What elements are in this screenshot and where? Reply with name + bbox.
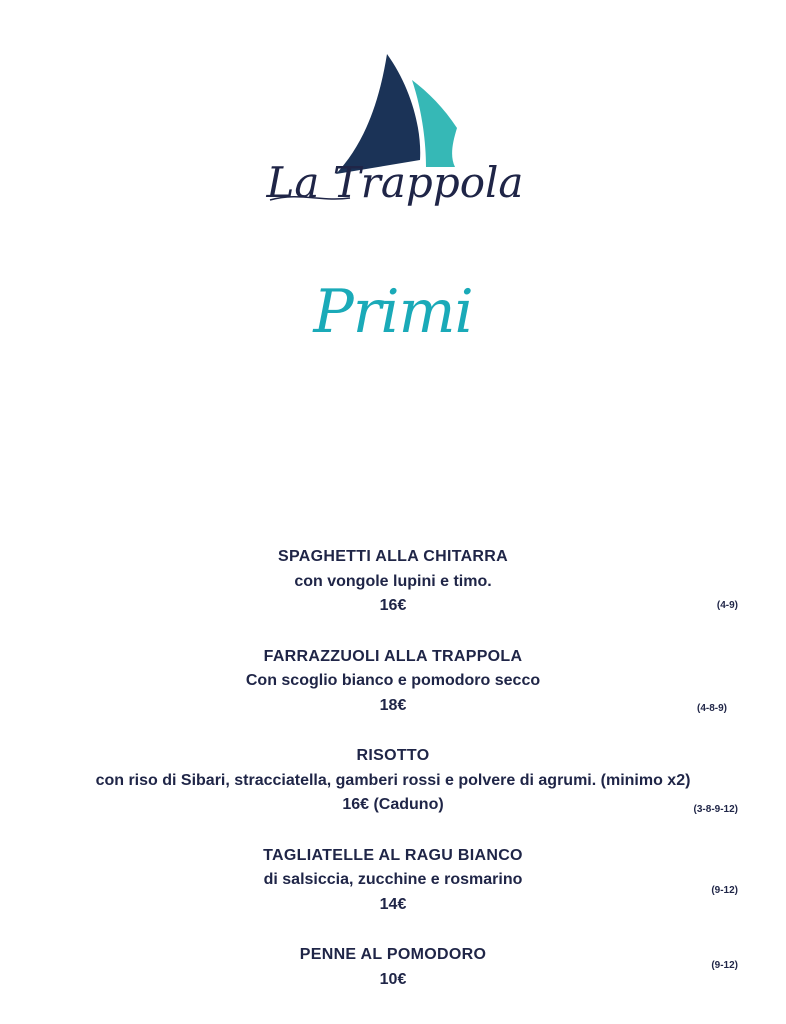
menu-item-price: 18€ — [379, 696, 407, 714]
menu-item-price: 14€ — [379, 895, 407, 913]
sail-dark-icon — [336, 54, 420, 174]
menu-item — [0, 943, 786, 992]
menu-item — [0, 645, 786, 719]
menu-item-allergens: (4-9) — [716, 600, 738, 611]
menu-item-name: PENNE AL POMODORO — [299, 946, 487, 963]
menu-item-allergens: (9-12) — [711, 960, 738, 971]
menu-item-name: RISOTTO — [356, 747, 430, 764]
menu-item-description: con vongole lupini e timo. — [294, 572, 492, 590]
menu-list — [0, 545, 786, 1018]
menu-item-description: Con scoglio bianco e pomodoro secco — [245, 672, 541, 689]
menu-item — [0, 844, 786, 918]
menu-item-name: SPAGHETTI ALLA CHITARRA — [278, 548, 508, 565]
menu-item-price: 10€ — [379, 970, 407, 988]
section-title: Primi — [313, 277, 473, 347]
menu-item — [0, 545, 786, 619]
menu-item-description: con riso di Sibari, stracciatella, gamberi rossi e polvere di agrumi. (minimo x2) — [95, 771, 691, 789]
menu-item-allergens: (4-8-9) — [696, 702, 727, 714]
menu-item-name: FARRAZZUOLI ALLA TRAPPOLA — [263, 647, 523, 665]
brand-logo — [260, 52, 530, 217]
menu-item-name: TAGLIATELLE AL RAGU BIANCO — [263, 846, 523, 864]
menu-item-description: di salsiccia, zucchine e rosmarino — [263, 871, 523, 888]
menu-item-allergens: (3-8-9-12) — [693, 804, 738, 815]
logo-wordmark: La Trappola — [266, 158, 524, 207]
menu-item-allergens: (9-12) — [711, 884, 738, 896]
menu-item — [0, 744, 786, 818]
menu-item-price: 16€ — [379, 597, 407, 614]
menu-item-price: 16€ (Caduno) — [342, 796, 444, 813]
